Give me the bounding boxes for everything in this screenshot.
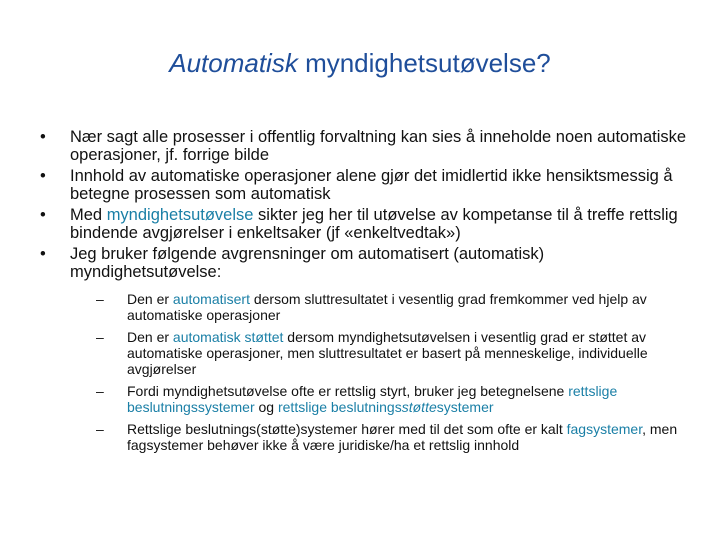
sub-text-post: , men fagsystemer behøver ikke å være juridiske/ha et rettslig innhold: [127, 421, 678, 453]
bullet-item: [40, 167, 692, 203]
dash-icon: –: [96, 329, 104, 345]
dash-icon: –: [96, 383, 104, 399]
sub-bullet-item: [96, 383, 692, 415]
highlight-term: rettslige beslutnings: [277, 399, 402, 415]
bullet-text: Innhold av automatiske operasjoner alene gjør det imidlertid ikke hensiktsmessig å betegne prosessen som automatisk: [70, 167, 673, 203]
sub-bullet-list: [70, 291, 692, 453]
sub-text-pre: Fordi myndighetsutøvelse ofte er rettslig styrt, bruker jeg betegnelsene: [127, 383, 569, 399]
highlight-term: myndighetsutøvelse: [106, 206, 254, 224]
highlight-term: rettslige beslutningssystemer: [127, 383, 618, 415]
sub-text-pre: Rettslige beslutnings(støtte)systemer hører med til det som ofte er kalt: [127, 421, 567, 437]
sub-text-post: dersom sluttresultatet i vesentlig grad fremkommer ved hjelp av automatiske operasjoner: [127, 291, 647, 323]
sub-bullet-item: [96, 329, 692, 377]
bullet-icon: •: [40, 206, 46, 224]
highlight-term: systemer: [436, 399, 494, 415]
sub-text-pre: Den er: [127, 291, 173, 307]
dash-icon: –: [96, 291, 104, 307]
highlight-term: automatisert: [172, 291, 250, 307]
bullet-text-pre: Med: [70, 206, 107, 224]
dash-icon: –: [96, 421, 104, 437]
sub-text-post: dersom myndighetsutøvelsen i vesentlig grad er støttet av automatiske operasjoner, men sluttresultatet er basert på menneskelige, individuelle avgjørelser: [127, 329, 648, 377]
slide-title-italic: Automatisk: [169, 48, 298, 78]
bullet-icon: •: [40, 167, 46, 185]
bullet-icon: •: [40, 128, 46, 146]
sub-text-mid: og: [254, 399, 278, 415]
slide-title: [0, 48, 720, 79]
bullet-icon: •: [40, 245, 46, 263]
bullet-text: Jeg bruker følgende avgrensninger om automatisert (automatisk) myndighetsutøvelse:: [70, 245, 545, 281]
highlight-term-italic: støtte: [401, 399, 437, 415]
bullet-text: Nær sagt alle prosesser i offentlig forvaltning kan sies å inneholde noen automatiske operasjoner, jf. forrige bilde: [70, 128, 687, 164]
sub-text-pre: Den er: [127, 329, 173, 345]
bullet-item: [40, 206, 692, 242]
sub-bullet-item: [96, 421, 692, 453]
highlight-term: fagsystemer: [566, 421, 643, 437]
highlight-term: automatisk støttet: [172, 329, 284, 345]
bullet-text-post: sikter jeg her til utøvelse av kompetanse til å treffe rettslig bindende avgjørelser i enkeltsaker (jf «enkeltvedtak»): [70, 206, 678, 242]
sub-bullet-item: [96, 291, 692, 323]
bullet-item: [40, 245, 692, 453]
slide-title-rest: myndighetsutøvelse?: [297, 48, 551, 78]
bullet-list: [40, 128, 692, 453]
bullet-item: [40, 128, 692, 164]
slide-body: [40, 128, 692, 459]
